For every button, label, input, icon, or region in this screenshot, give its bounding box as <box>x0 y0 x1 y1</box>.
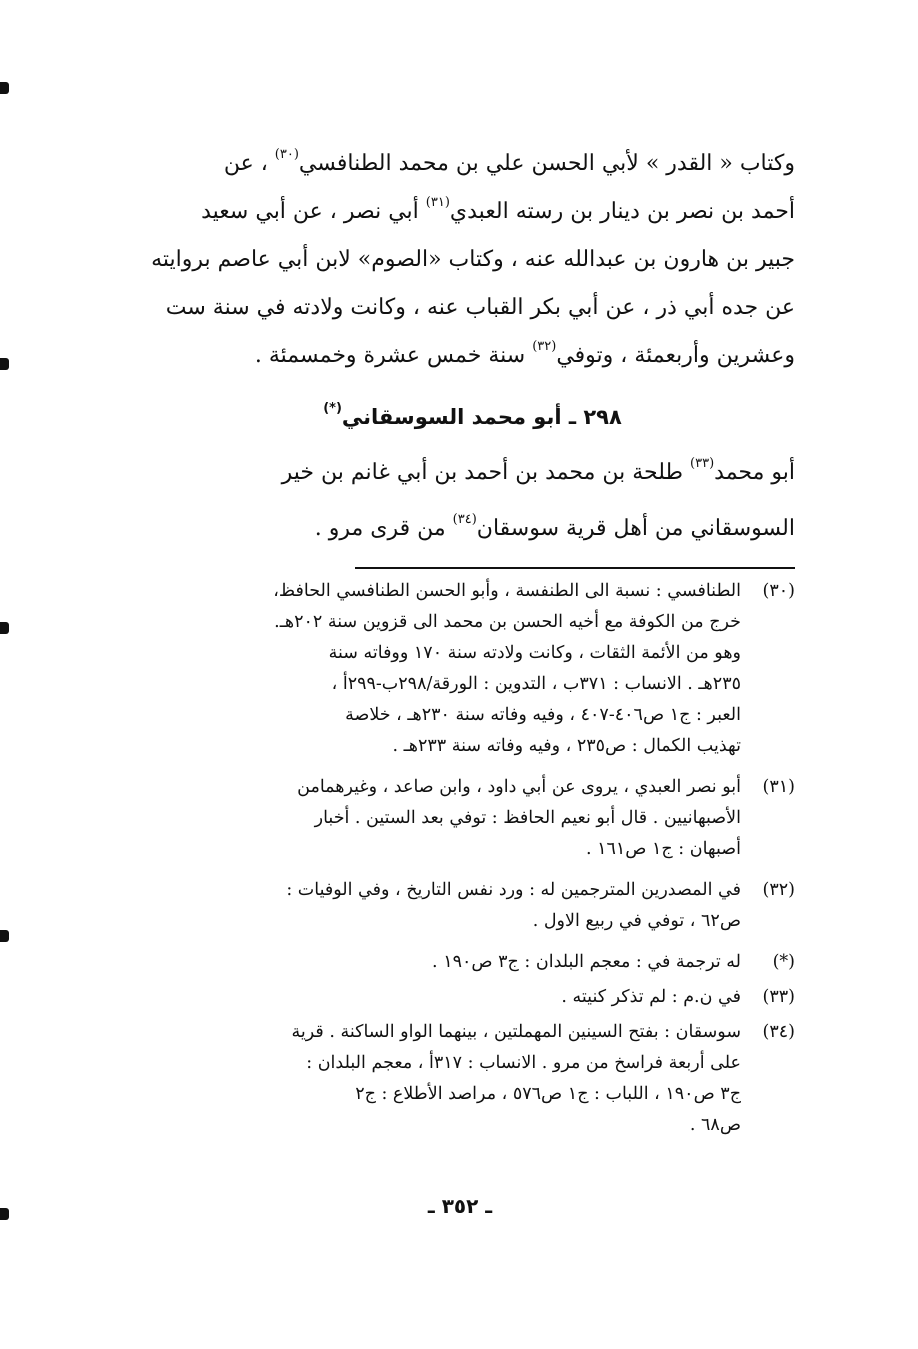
body-line: عن جده أبي ذر ، عن أبي بكر القباب عنه ، وكانت ولادته في سنة ست <box>165 295 795 320</box>
footnote-text <box>145 875 741 937</box>
footnote-line: في ن.م : لم تذكر كنيته . <box>561 987 741 1007</box>
footnote <box>145 1017 795 1141</box>
footnote-number: (٣٤) <box>762 1022 795 1042</box>
binding-mark <box>0 358 9 370</box>
footnote-number: (٣٣) <box>762 987 795 1007</box>
body-line: أبو محمد$^{(٣٣)}$ طلحة بن محمد بن أحمد بن أبي غانم بن خير <box>281 456 795 485</box>
footnote-line: أبو نصر العبدي ، يروى عن أبي داود ، وابن صاعد ، وغيرهمامن <box>297 777 741 797</box>
footnote-line: تهذيب الكمال : ص٢٣٥ ، وفيه وفاته سنة ٢٣٣هـ . <box>392 736 741 756</box>
footnote-number: (٣٢) <box>762 880 795 900</box>
footnote-ref: (٣٢) <box>532 339 557 354</box>
binding-mark <box>0 1208 9 1220</box>
body-line: السوسقاني من أهل قرية سوسقان$^{(٣٤)}$ من قرى مرو . <box>314 512 795 541</box>
binding-mark <box>0 930 9 942</box>
footnote-line: الأصبهانيين . قال أبو نعيم الحافظ : توفي بعد الستين . أخبار <box>314 808 741 828</box>
footnote-text <box>145 982 741 1013</box>
footnote-ref: (٣٠) <box>274 147 299 162</box>
footnote <box>145 947 795 978</box>
footnote-divider <box>355 567 795 569</box>
footnote <box>145 982 795 1013</box>
footnote-line: الطنافسي : نسبة الى الطنفسة ، وأبو الحسن الطنافسي الحافظ، <box>273 581 741 601</box>
footnote-line: سوسقان : بفتح السينين المهملتين ، بينهما الواو الساكنة . قرية <box>291 1022 741 1042</box>
entry-paragraph <box>150 445 795 557</box>
footnote-line: على أربعة فراسخ من مرو . الانساب : ٣١٧أ ، معجم البلدان : <box>306 1053 741 1073</box>
body-line: وكتاب « القدر » لأبي الحسن علي بن محمد الطنافسي$^{(٣٠)}$ ، عن <box>223 147 795 176</box>
footnote-line: وهو من الأئمة الثقات ، وكانت ولادته سنة ١٧٠ ووفاته سنة <box>328 643 741 663</box>
body-line: جبير بن هارون بن عبدالله عنه ، وكتاب «الصوم» لابن أبي عاصم بروايته <box>151 247 795 272</box>
footnote-text <box>145 947 741 978</box>
footnote-ref: (٣١) <box>425 195 450 210</box>
footnote <box>145 772 795 865</box>
footnote-line: في المصدرين المترجمين له : ورد نفس التاريخ ، وفي الوفيات : <box>286 880 741 900</box>
footnote-line: العبر : ج١ ص٤٠٦-٤٠٧ ، وفيه وفاته سنة ٢٣٠هـ ، خلاصة <box>345 705 741 725</box>
binding-mark <box>0 622 9 634</box>
footnote-line: ج٣ ص١٩٠ ، اللباب : ج١ ص٥٧٦ ، مراصد الأطلاع : ج٢ <box>355 1084 741 1104</box>
footnote-line: ص٦٢ ، توفي في ربيع الاول . <box>532 911 741 931</box>
body-line: وعشرين وأربعمئة ، وتوفي$^{(٣٢)}$ سنة خمس عشرة وخمسمئة . <box>254 339 795 368</box>
footnote <box>145 576 795 762</box>
footnote-line: له ترجمة في : معجم البلدان : ج٣ ص١٩٠ . <box>432 952 741 972</box>
footnote-number: (٣١) <box>762 777 795 797</box>
binding-mark <box>0 82 9 94</box>
footnote-line: ٢٣٥هـ . الانساب : ٣٧١ب ، التدوين : الورقة/٢٩٨ب-٢٩٩أ ، <box>331 674 741 694</box>
footnote-line: أصبهان : ج١ ص١٦١ . <box>585 839 741 859</box>
entry-heading: ٢٩٨ ـ أبو محمد السوسقاني(*) <box>323 401 622 429</box>
footnote-line: خرج من الكوفة مع أخيه الحسن بن محمد الى قزوين سنة ٢٠٢هـ. <box>274 612 741 632</box>
footnote-ref: (٣٤) <box>452 512 477 527</box>
footnote-text <box>145 576 741 762</box>
body-paragraph <box>150 140 795 380</box>
footnote-ref: (٣٣) <box>690 456 715 471</box>
footnote-text <box>145 1017 741 1141</box>
footnote-text <box>145 772 741 865</box>
body-line: أحمد بن نصر بن دينار بن رسته العبدي$^{(٣١)}$ أبي نصر ، عن أبي سعيد <box>201 195 795 224</box>
footnote-number: (٣٠) <box>762 581 795 601</box>
footnote-number: (*) <box>772 952 795 972</box>
page-number: ـ ٣٥٢ ـ <box>427 1194 493 1218</box>
footnotes-section <box>145 576 795 1151</box>
footnote-line: ص٦٨ . <box>689 1115 741 1135</box>
footnote <box>145 875 795 937</box>
footnote-ref: (*) <box>323 401 342 416</box>
